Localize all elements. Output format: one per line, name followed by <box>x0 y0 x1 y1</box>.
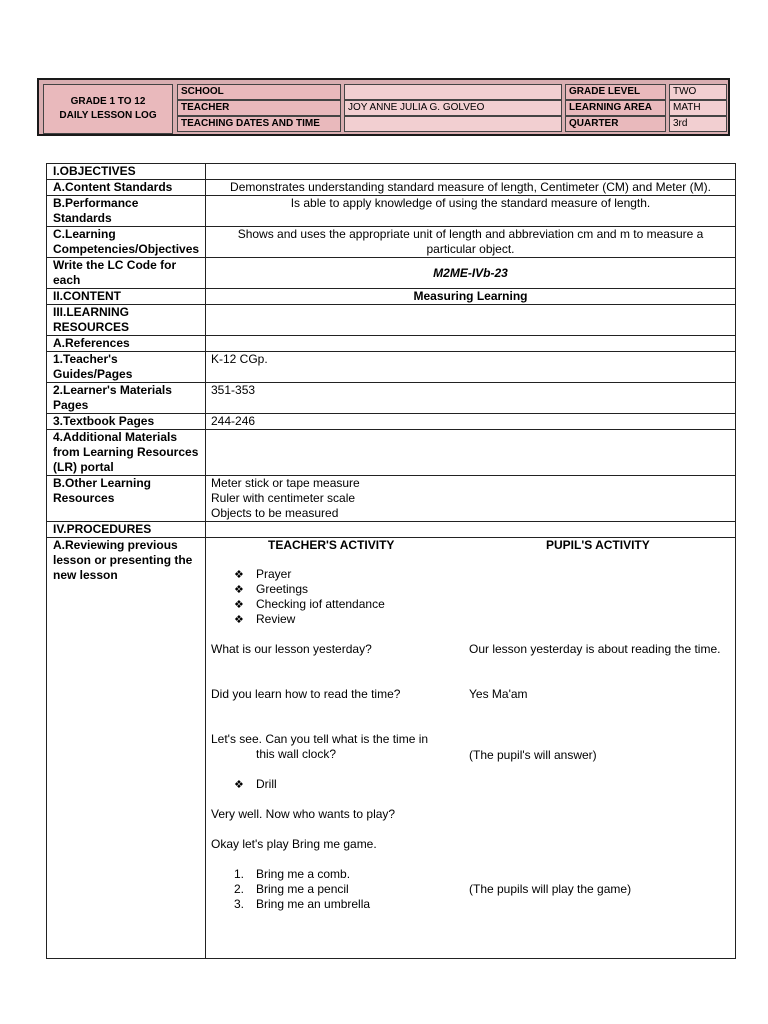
header-title <box>43 84 173 134</box>
procedure-activities <box>206 538 736 959</box>
objectives-cell <box>206 164 736 180</box>
learning-resources-label <box>47 305 206 336</box>
table-row <box>47 352 736 383</box>
competencies-line2: particular object. <box>426 242 515 256</box>
pupil-answer-2: Yes Ma'am <box>469 687 528 701</box>
teacher-question-1: What is our lesson yesterday? <box>211 642 372 656</box>
other-resource-item: Ruler with centimeter scale <box>211 491 356 505</box>
additional-materials-cell <box>206 430 736 476</box>
learning-resources-line1: III.LEARNING <box>53 305 130 319</box>
pupil-answer-1: Our lesson yesterday is about reading the time. <box>469 642 721 656</box>
additional-materials-label <box>47 430 206 476</box>
grade-level-label: GRADE LEVEL <box>565 84 666 100</box>
content-standards-text: Demonstrates understanding standard measure of length, Centimeter (CM) and Meter (M). <box>206 180 736 196</box>
bullet-item: Greetings <box>256 582 309 596</box>
textbook-label: 3.Textbook Pages <box>47 414 206 430</box>
learners-materials-text: 351-353 <box>206 383 736 414</box>
content-standards-label: A.Content Standards <box>47 180 206 196</box>
teacher-label: TEACHER <box>177 100 341 116</box>
teacher-question-5: Okay let's play Bring me game. <box>211 837 377 851</box>
competencies-label <box>47 227 206 258</box>
pupil-answer-5: (The pupils will play the game) <box>469 882 632 896</box>
table-row <box>47 180 736 196</box>
diamond-bullet-icon: ❖ <box>234 779 244 791</box>
table-row <box>47 289 736 305</box>
quarter-value[interactable]: 3rd <box>669 116 727 132</box>
learning-area-label: LEARNING AREA <box>565 100 666 116</box>
teacher-question-2: Did you learn how to read the time? <box>211 687 401 701</box>
school-value[interactable] <box>344 84 562 100</box>
procedures-cell <box>206 522 736 538</box>
other-resources-line2: Resources <box>53 491 115 505</box>
pupil-answer-3: (The pupil's will answer) <box>469 748 597 762</box>
textbook-text: 244-246 <box>206 414 736 430</box>
game-number: 3. <box>234 897 245 911</box>
teachers-guides-line1: 1.Teacher's <box>53 352 118 366</box>
performance-standards-text: Is able to apply knowledge of using the standard measure of length. <box>206 196 736 227</box>
table-row <box>47 538 736 959</box>
table-row <box>47 430 736 476</box>
content-label: II.CONTENT <box>47 289 206 305</box>
competencies-text <box>206 227 736 258</box>
procedures-label: IV.PROCEDURES <box>47 522 206 538</box>
lc-code-label <box>47 258 206 289</box>
diamond-bullet-icon: ❖ <box>234 599 244 611</box>
header-title-line1: GRADE 1 TO 12 <box>70 96 146 107</box>
learners-materials-label <box>47 383 206 414</box>
other-resource-item: Objects to be measured <box>211 506 339 520</box>
lc-code-text: M2ME-IVb-23 <box>206 258 736 289</box>
teacher-value[interactable]: JOY ANNE JULIA G. GOLVEO <box>344 100 562 116</box>
table-row <box>47 227 736 258</box>
table-row <box>47 522 736 538</box>
teachers-guides-line2: Guides/Pages <box>53 367 133 381</box>
reviewing-label <box>47 538 206 959</box>
additional-line3: (LR) portal <box>53 460 114 474</box>
teachers-guides-label <box>47 352 206 383</box>
objectives-heading: I.OBJECTIVES <box>47 164 206 180</box>
bullet-item: Review <box>256 612 296 626</box>
bullet-item: Checking iof attendance <box>256 597 385 611</box>
diamond-bullet-icon: ❖ <box>234 569 244 581</box>
table-row <box>47 383 736 414</box>
content-text: Measuring Learning <box>206 289 736 305</box>
pupil-activity-heading: PUPIL'S ACTIVITY <box>546 538 650 552</box>
learning-resources-cell <box>206 305 736 336</box>
competencies-label-line1: C.Learning <box>53 227 116 241</box>
teachers-guides-text: K-12 CGp. <box>206 352 736 383</box>
other-resources-line1: B.Other Learning <box>53 476 152 490</box>
grade-level-value[interactable]: TWO <box>669 84 727 100</box>
teacher-question-3-line1: Let's see. Can you tell what is the time in <box>211 732 429 746</box>
additional-line2: from Learning Resources <box>53 445 199 459</box>
diamond-bullet-icon: ❖ <box>234 584 244 596</box>
table-row <box>47 476 736 522</box>
lc-code-label-line1: Write the LC Code for <box>53 258 177 272</box>
learning-resources-line2: RESOURCES <box>53 320 130 334</box>
game-item: Bring me a pencil <box>256 882 349 896</box>
table-row <box>47 164 736 180</box>
table-row <box>47 414 736 430</box>
teaching-dates-value[interactable] <box>344 116 562 132</box>
competencies-label-line2: Competencies/Objectives <box>53 242 200 256</box>
other-resources-label <box>47 476 206 522</box>
teacher-activity-heading: TEACHER'S ACTIVITY <box>268 538 395 552</box>
learners-materials-line2: Pages <box>53 398 89 412</box>
game-number: 1. <box>234 867 245 881</box>
school-label: SCHOOL <box>177 84 341 100</box>
learners-materials-line1: 2.Learner's Materials <box>53 383 172 397</box>
reviewing-line1: A.Reviewing previous <box>53 538 178 552</box>
game-item: Bring me an umbrella <box>256 897 371 911</box>
header-title-line2: DAILY LESSON LOG <box>59 110 157 121</box>
bullet-item: Prayer <box>256 567 292 581</box>
performance-standards-label: B.Performance Standards <box>47 196 206 227</box>
lesson-log-header <box>37 78 730 136</box>
quarter-label: QUARTER <box>565 116 666 132</box>
teaching-dates-label: TEACHING DATES AND TIME <box>177 116 341 132</box>
reviewing-line2: lesson or presenting the <box>53 553 193 567</box>
game-item: Bring me a comb. <box>256 867 351 881</box>
diamond-bullet-icon: ❖ <box>234 614 244 626</box>
table-row <box>47 305 736 336</box>
game-number: 2. <box>234 882 245 896</box>
additional-line1: 4.Additional Materials <box>53 430 178 444</box>
table-row <box>47 336 736 352</box>
learning-area-value[interactable]: MATH <box>669 100 727 116</box>
drill-item: Drill <box>256 777 277 791</box>
lesson-plan-table <box>46 163 736 959</box>
reviewing-line3: new lesson <box>53 568 118 582</box>
table-row <box>47 196 736 227</box>
competencies-line1: Shows and uses the appropriate unit of length and abbreviation cm and m to measure a <box>237 227 704 241</box>
references-cell <box>206 336 736 352</box>
teacher-question-4: Very well. Now who wants to play? <box>211 807 396 821</box>
teacher-question-3-line2: this wall clock? <box>256 747 337 761</box>
lc-code-label-line2: each <box>53 273 81 287</box>
header-grid <box>177 84 724 132</box>
table-row <box>47 258 736 289</box>
other-resource-item: Meter stick or tape measure <box>211 476 360 490</box>
other-resources-list <box>206 476 736 522</box>
references-label: A.References <box>47 336 206 352</box>
